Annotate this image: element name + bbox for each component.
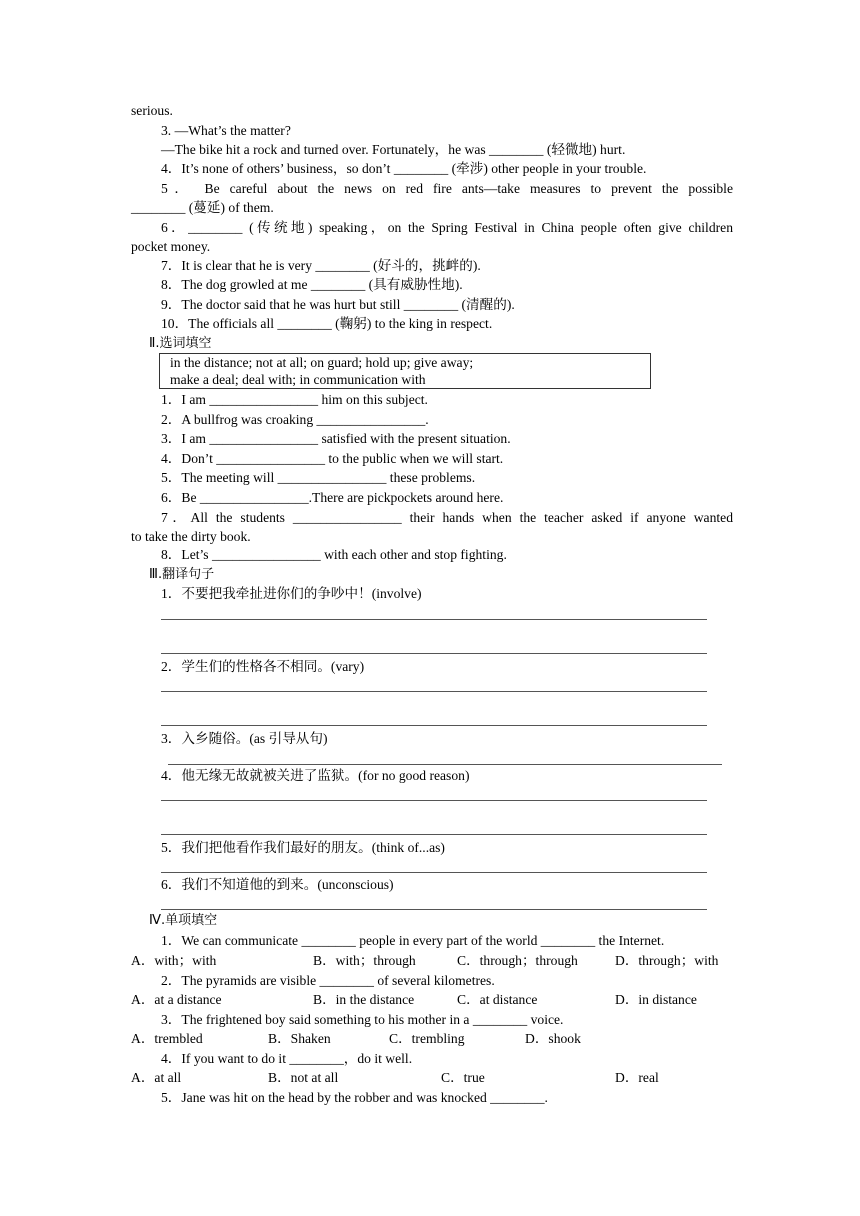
answer-line[interactable] [168,764,722,765]
fill-item-5b: ________ (蔓延) of them. [131,200,274,215]
mc-option-2c[interactable]: C．at distance [457,992,538,1007]
mc-option-2a[interactable]: A．at a distance [131,992,222,1007]
word-item-3: 3．I am ________________ satisfied with the present situation. [161,431,511,446]
translate-item-6: 6．我们不知道他的到来。(unconscious) [161,877,394,892]
word-bank-row-2: make a deal; deal with; in communication with [170,372,426,387]
answer-line[interactable] [161,725,707,726]
fill-item-10: 10．The officials all ________ (鞠躬) to the king in respect. [161,316,493,331]
translate-item-2: 2．学生们的性格各不相同。(vary) [161,659,365,674]
mc-question-5: 5．Jane was hit on the head by the robber and was knocked ________. [161,1090,548,1105]
mc-option-4d[interactable]: D．real [615,1070,659,1085]
mc-option-2b[interactable]: B．in the distance [313,992,415,1007]
section-heading-multiple-choice: Ⅳ.单项填空 [149,913,218,928]
mc-option-2d[interactable]: D．in distance [615,992,697,1007]
fill-item-6b: pocket money. [131,239,211,254]
section-heading-translation: Ⅲ.翻译句子 [149,567,215,582]
translate-item-3: 3．入乡随俗。(as 引导从句) [161,731,328,746]
section-heading-word-choice: Ⅱ.选词填空 [149,336,212,351]
mc-option-3a[interactable]: A．trembled [131,1031,203,1046]
word-item-7b: to take the dirty book. [131,529,251,544]
word-item-7a: 7．All the students ________________ their hands when the teacher asked if anyone wanted [161,510,733,525]
answer-line[interactable] [161,800,707,801]
fill-item-8: 8．The dog growled at me ________ (具有威胁性地). [161,277,463,292]
mc-option-1a[interactable]: A．with；with [131,953,217,968]
word-item-2: 2．A bullfrog was croaking ________________. [161,412,429,427]
fill-item-4: 4．It’s none of others’ business，so don’t ________ (牵涉) other people in your trouble. [161,161,647,176]
answer-line[interactable] [161,909,707,910]
fill-item-3b: —The bike hit a rock and turned over. Fortunately，he was ________ (轻微地) hurt. [161,142,626,157]
mc-question-4: 4．If you want to do it ________，do it well. [161,1051,413,1066]
mc-question-3: 3．The frightened boy said something to his mother in a ________ voice. [161,1012,564,1027]
word-item-1: 1．I am ________________ him on this subject. [161,392,428,407]
fill-item-7: 7．It is clear that he is very ________ (好斗的，挑衅的). [161,258,481,273]
word-item-5: 5．The meeting will ________________ these problems. [161,470,476,485]
answer-line[interactable] [161,691,707,692]
word-item-4: 4．Don’t ________________ to the public when we will start. [161,451,504,466]
fill-item-9: 9．The doctor said that he was hurt but still ________ (清醒的). [161,297,515,312]
fill-item-5a: 5． Be careful about the news on red fire ants—take measures to prevent the possible [161,181,733,196]
mc-question-2: 2．The pyramids are visible ________ of several kilometres. [161,973,495,988]
translate-item-4: 4．他无缘无故就被关进了监狱。(for no good reason) [161,768,470,783]
word-item-8: 8．Let’s ________________ with each other and stop fighting. [161,547,507,562]
answer-line[interactable] [161,653,707,654]
translate-item-5: 5．我们把他看作我们最好的朋友。(think of...as) [161,840,445,855]
fill-item-3a: 3. —What’s the matter? [161,123,291,138]
word-bank-row-1: in the distance; not at all; on guard; hold up; give away; [170,355,474,370]
answer-line[interactable] [161,619,707,620]
mc-option-4c[interactable]: C．true [441,1070,485,1085]
mc-option-4b[interactable]: B．not at all [268,1070,339,1085]
fill-item-6a: 6．________ (传统地) speaking，on the Spring Festival in China people often give children [161,220,733,235]
mc-option-1b[interactable]: B．with；through [313,953,416,968]
word-item-6: 6．Be ________________.There are pickpockets around here. [161,490,504,505]
mc-option-1c[interactable]: C．through；through [457,953,578,968]
answer-line[interactable] [161,834,707,835]
mc-option-4a[interactable]: A．at all [131,1070,182,1085]
mc-option-3d[interactable]: D．shook [525,1031,581,1046]
mc-option-3b[interactable]: B．Shaken [268,1031,331,1046]
continued-text: serious. [131,103,173,118]
answer-line[interactable] [161,872,707,873]
word-bank-box [159,353,651,389]
translate-item-1: 1．不要把我牵扯进你们的争吵中！(involve) [161,586,422,601]
mc-option-3c[interactable]: C．trembling [389,1031,465,1046]
mc-option-1d[interactable]: D．through；with [615,953,719,968]
mc-question-1: 1．We can communicate ________ people in every part of the world ________ the Internet. [161,933,665,948]
